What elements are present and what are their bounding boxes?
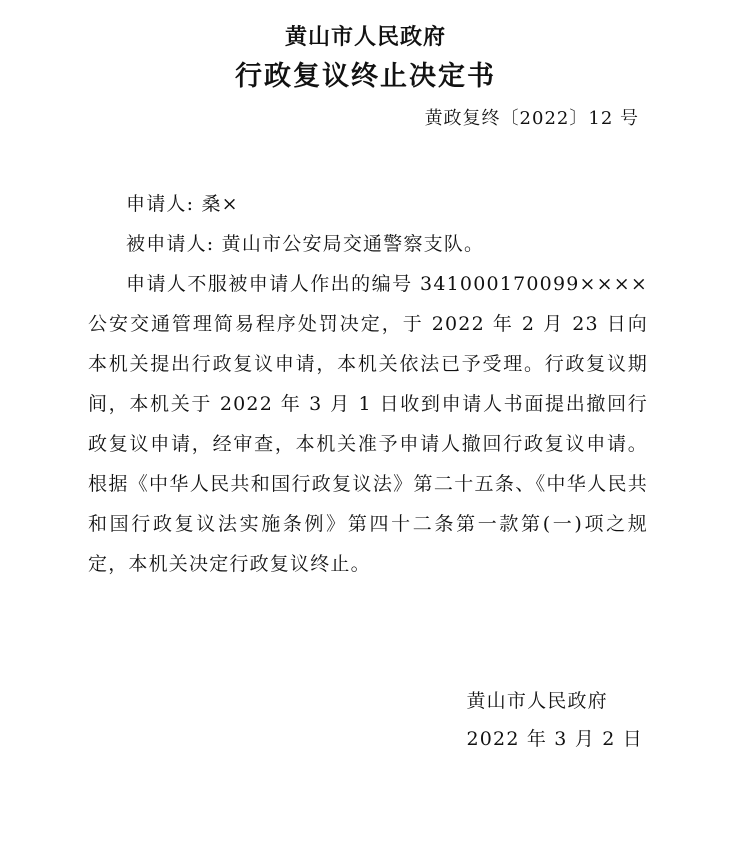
signature-org: 黄山市人民政府 <box>466 690 608 712</box>
document-body <box>88 184 648 584</box>
document-number: 黄政复终〔2022〕12 号 <box>424 108 639 129</box>
applicant-line: 申请人: 桑× <box>126 193 239 215</box>
decision-paragraph: 申请人不服被申请人作出的编号 341000170099××××公安交通管理简易程序处罚决定，于 2022 年 2 月 23 日向本机关提出行政复议申请，本机关依法已予受理。行政复议期间，本机关于 2022 年 3 月 1 日收到申请人书面提出撤回行政复议申请，经审查，本机关准予申请人撤回行政复议申请。根据《中华人民共和国行政复议法》第二十五条、《中华人民共和国行政复议法实施条例》第四十二条第一款第(一)项之规定，本机关决定行政复议终止。 <box>88 273 648 575</box>
signature-block <box>466 682 643 758</box>
respondent-line: 被申请人: 黄山市公安局交通警察支队。 <box>126 233 485 255</box>
issuer-heading: 黄山市人民政府 <box>284 24 446 50</box>
document-title: 行政复议终止决定书 <box>235 61 496 92</box>
signature-date: 2022 年 3 月 2 日 <box>466 728 643 750</box>
